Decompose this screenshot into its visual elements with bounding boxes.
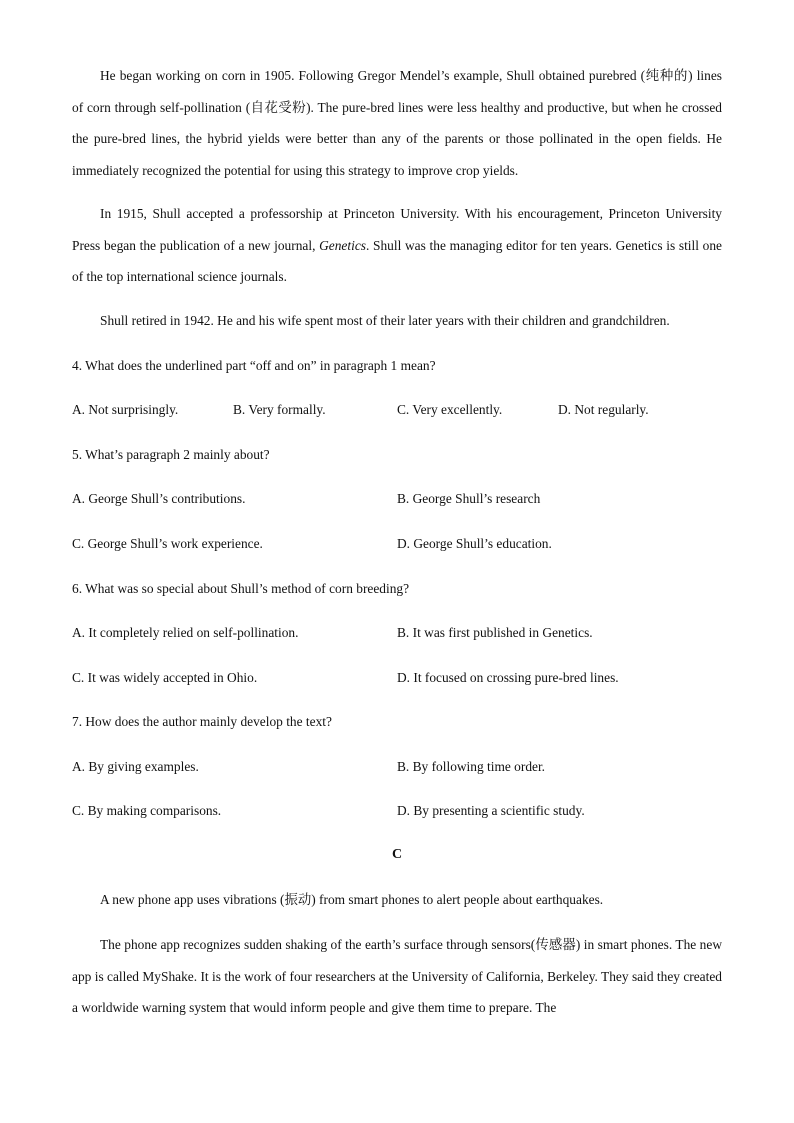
question-4-option-b[interactable]: B. Very formally.: [233, 402, 326, 417]
question-5-option-a[interactable]: A. George Shull’s contributions.: [72, 491, 246, 506]
question-7-option-c[interactable]: C. By making comparisons.: [72, 803, 222, 818]
passage-b-paragraph-1: He began working on corn in 1905. Following Gregor Mendel’s example, Shull obtained purebred (纯种的) lines of corn through self-pollination (自花受粉). The pure-bred lines were less healthy and productive, but when he crossed the pure-bred lines, the hybrid yields were better than any of the parents or those pollinated in the open fields. He immediately recognized the potential for using this strategy to improve crop yields.: [72, 68, 722, 178]
question-4-stem: 4. What does the underlined part “off and on” in paragraph 1 mean?: [72, 358, 436, 373]
question-6-option-a[interactable]: A. It completely relied on self-pollination.: [72, 625, 299, 640]
passage-b-paragraph-2-text-b: . Shull was the managing editor for ten years. Genetics is still one of the top international science journals.: [72, 237, 722, 284]
question-5-option-c[interactable]: C. George Shull’s work experience.: [72, 536, 263, 551]
question-7-option-b[interactable]: B. By following time order.: [397, 759, 546, 774]
question-7-option-d[interactable]: D. By presenting a scientific study.: [397, 803, 585, 818]
question-5-stem: 5. What’s paragraph 2 mainly about?: [72, 447, 270, 462]
question-5-option-b[interactable]: B. George Shull’s research: [397, 491, 541, 506]
question-6-option-d[interactable]: D. It focused on crossing pure-bred lines.: [397, 670, 619, 685]
passage-c-paragraph-2: The phone app recognizes sudden shaking of the earth’s surface through sensors(传感器) in smart phones. The new app is called MyShake. It is the work of four researchers at the University of California, Berkeley. They said they created a worldwide warning system that would inform people and give them time to prepare. The: [72, 937, 722, 1015]
question-7-option-a[interactable]: A. By giving examples.: [72, 759, 199, 774]
question-6-option-b[interactable]: B. It was first published in Genetics.: [397, 625, 593, 640]
passage-b-paragraph-2-text-a: In 1915, Shull accepted a professorship at Princeton University. With his encouragement, Princeton University Press began the publication of a new journal,: [72, 206, 722, 253]
journal-title-genetics: Genetics: [319, 237, 366, 253]
question-7-stem: 7. How does the author mainly develop the text?: [72, 714, 332, 729]
passage-b-paragraph-3: Shull retired in 1942. He and his wife spent most of their later years with their children and grandchildren.: [100, 313, 670, 328]
question-4-option-a[interactable]: A. Not surprisingly.: [72, 402, 179, 417]
question-4-option-c[interactable]: C. Very excellently.: [397, 402, 503, 417]
question-6-option-c[interactable]: C. It was widely accepted in Ohio.: [72, 670, 258, 685]
section-c-title: C: [391, 847, 403, 862]
passage-c-paragraph-1: A new phone app uses vibrations (振动) from smart phones to alert people about earthquakes.: [100, 892, 604, 907]
question-6-stem: 6. What was so special about Shull’s method of corn breeding?: [72, 581, 410, 596]
question-4-option-d[interactable]: D. Not regularly.: [558, 402, 649, 417]
question-5-option-d[interactable]: D. George Shull’s education.: [397, 536, 552, 551]
passage-b-paragraph-2: [72, 198, 722, 293]
